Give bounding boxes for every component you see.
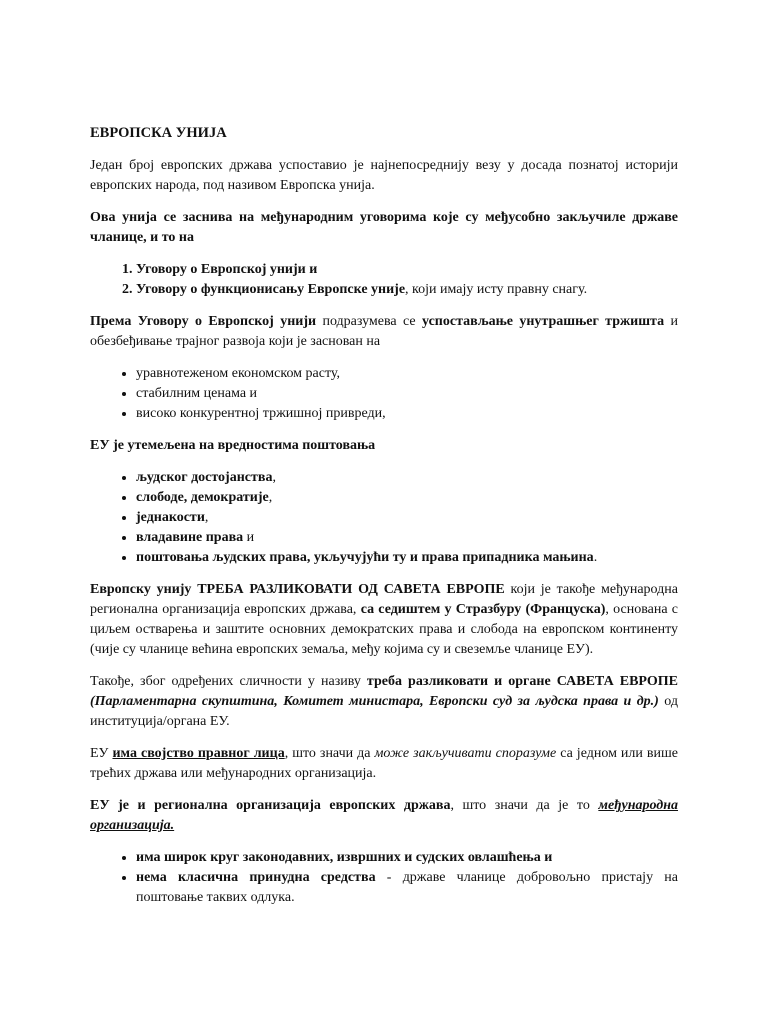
treaty-name: Уговору о функционисању Европске уније <box>136 282 406 297</box>
intro-paragraph: Један број европских држава успоставио је најнепосреднију везу у досада познатој историји европских народа, под називом Европска унија. <box>90 158 678 193</box>
list-item: • високо конкурентној тржишној привреди, <box>136 404 678 424</box>
legal-personality-term: има својство правног лица <box>112 746 285 761</box>
treaty-item <box>136 260 678 280</box>
regional-organization-term: ЕУ је и регионална организација европских држава <box>90 798 451 813</box>
list-item <box>136 548 678 568</box>
treaty-suffix: , који имају исту правну снагу. <box>405 282 588 297</box>
value-name: слободе, демократије <box>136 490 269 505</box>
feature-rest: - државе чланице добровољно пристају на поштовање таквих одлука. <box>136 870 678 905</box>
text-span: који је такође међународна регионална организација европских држава, <box>90 582 678 617</box>
internal-market-paragraph <box>90 312 678 352</box>
council-bodies-italic: (Парламентарна скупштина, Комитет министара, Европски суд за људска права и др.) <box>90 694 659 709</box>
list-item: • уравнотеженом економском расту, <box>136 364 678 384</box>
seat-term: са седиштем у Стразбуру <box>360 602 522 617</box>
value-rest: . <box>593 550 598 565</box>
text-span: , што значи да <box>284 746 375 761</box>
treaty-name: Уговору о Европској унији и <box>136 262 318 277</box>
internal-market-term: успостављање унутрашњег тржишта <box>422 314 665 329</box>
value-name: владавине права <box>136 530 244 545</box>
list-item <box>136 468 678 488</box>
feature-name: има широк круг законодавних, извршних и судских овлашћења и <box>136 850 553 865</box>
features-list <box>90 848 678 908</box>
text-span: Европску унију <box>90 582 198 597</box>
development-list <box>90 364 678 424</box>
list-item <box>136 488 678 508</box>
regional-organization-paragraph <box>90 796 678 836</box>
text-span: , што значи да је то <box>450 798 599 813</box>
list-item <box>136 508 678 528</box>
treaty-item <box>136 280 678 300</box>
values-intro-paragraph <box>90 436 678 456</box>
treaties-intro-paragraph <box>90 208 678 248</box>
distinguish-bodies-term: треба разликовати и органе САВЕТА ЕВРОПЕ <box>366 674 679 689</box>
list-item <box>136 528 678 548</box>
list-item <box>136 848 678 868</box>
text-span: са једном или више трећих држава или међународних организација. <box>90 746 678 781</box>
country-term: (Француска) <box>525 602 606 617</box>
value-rest: , <box>272 470 276 485</box>
text-span: од институција/органа ЕУ. <box>90 694 678 729</box>
treaties-intro-text: Ова унија се заснива на међународним уговорима које су међусобно закључиле државе чланице, и то на <box>90 210 678 245</box>
value-rest: и <box>243 530 255 545</box>
value-name: поштовања људских права, укључујући ту и права припадника мањина <box>136 550 594 565</box>
agreements-term: може закључивати споразуме <box>374 746 557 761</box>
text-span: , основана с циљем остварења и заштите основних демократских права и слобода на европском континенту (чије су чланице већина европских земаља, међу којима су и свеземље чланице ЕУ). <box>90 602 679 657</box>
council-bodies-list <box>90 694 659 709</box>
council-of-europe-paragraph <box>90 580 678 660</box>
council-bodies-paragraph <box>90 672 678 732</box>
value-rest: , <box>268 490 273 505</box>
text-span: подразумева се <box>316 314 423 329</box>
list-item: • стабилним ценама и <box>136 384 678 404</box>
distinguish-term: ТРЕБА РАЗЛИКОВАТИ ОД САВЕТА ЕВРОПЕ <box>197 582 505 597</box>
value-name: једнакости <box>136 510 205 525</box>
treaties-list <box>90 260 678 300</box>
legal-personality-paragraph <box>90 744 678 784</box>
document-title: ЕВРОПСКА УНИЈА <box>90 125 227 141</box>
value-name: људског достојанства <box>136 470 273 485</box>
values-list <box>90 468 678 568</box>
feature-name: нема класична принудна средства <box>136 870 376 885</box>
list-item <box>136 868 678 908</box>
values-intro-text: ЕУ је утемељена на вредностима поштовања <box>90 438 376 453</box>
treaty-reference: Према Уговору о Европској унији <box>90 314 317 329</box>
international-organization-term: међународна организација. <box>90 798 679 833</box>
text-span: и обезбеђивање трајног развоја који је заснован на <box>90 314 678 349</box>
text-span: Такође, због одређених сличности у називу <box>90 674 367 689</box>
value-rest: , <box>204 510 209 525</box>
text-span: ЕУ <box>90 746 113 761</box>
